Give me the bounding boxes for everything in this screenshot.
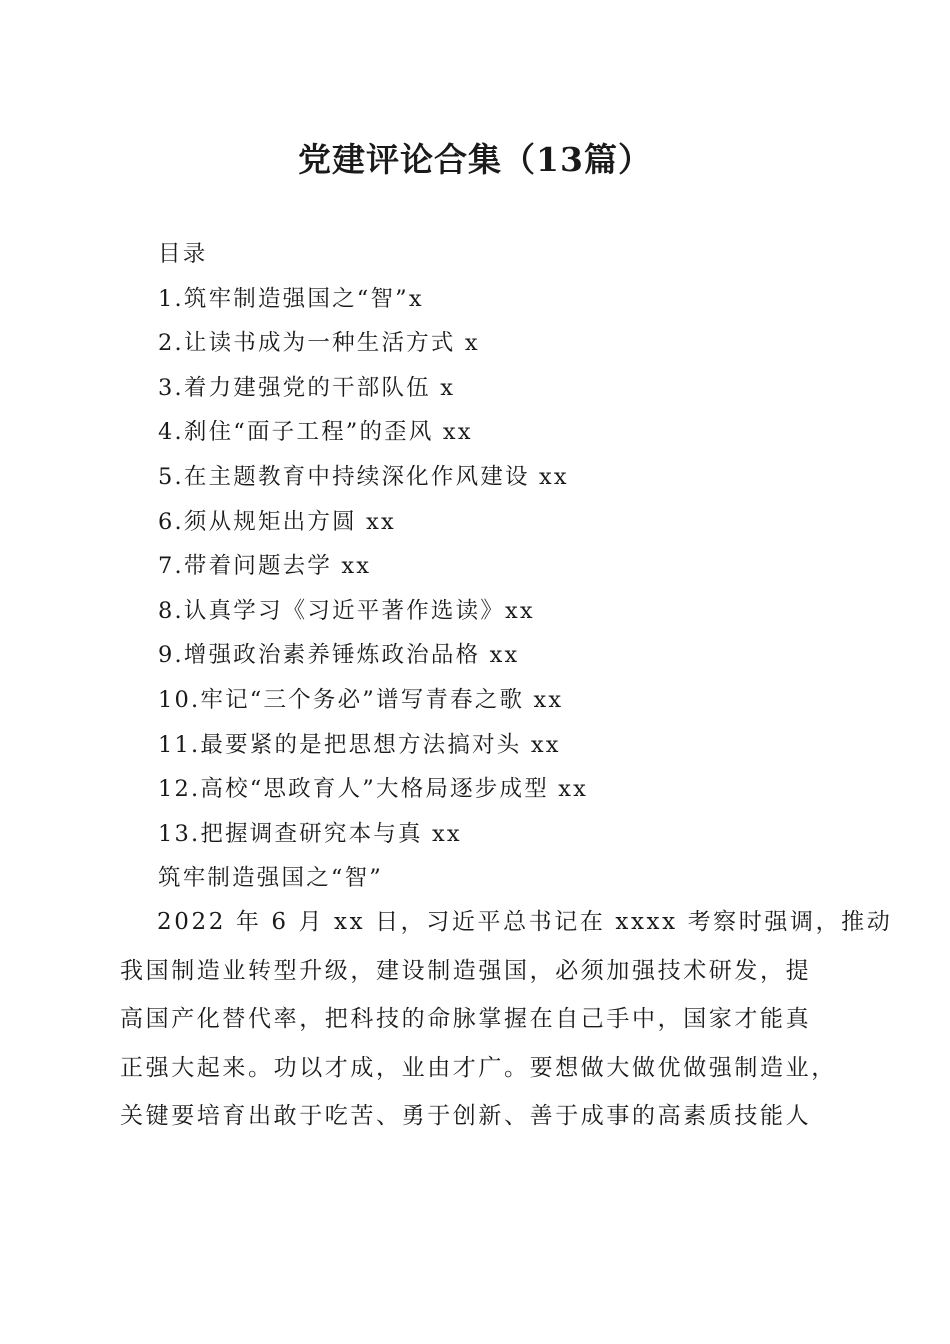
article-body	[120, 898, 893, 1141]
article-heading: 筑牢制造强国之“智”	[158, 865, 384, 892]
toc-item: 6.须从规矩出方圆 xx	[158, 508, 396, 535]
toc-heading: 目录	[158, 241, 208, 267]
paragraph-line: 2022 年 6 月 xx 日，习近平总书记在 xxxx 考察时强调，推动	[157, 909, 893, 935]
document-title: 党建评论合集（13篇）	[298, 140, 652, 179]
toc-item: 12.高校“思政育人”大格局逐步成型 xx	[158, 776, 589, 803]
toc-item: 3.着力建强党的干部队伍 x	[158, 374, 456, 401]
toc-item: 8.认真学习《习近平著作选读》xx	[158, 597, 535, 624]
toc-item: 7.带着问题去学 xx	[158, 553, 372, 580]
toc-item: 13.把握调查研究本与真 xx	[158, 820, 462, 847]
toc-item: 2.让读书成为一种生活方式 x	[158, 330, 480, 357]
paragraph-line: 关键要培育出敢于吃苦、勇于创新、善于成事的高素质技能人	[120, 1103, 812, 1129]
toc-item: 1.筑牢制造强国之“智”x	[158, 285, 424, 312]
paragraph-line: 正强大起来。功以才成，业由才广。要想做大做优做强制造业，	[120, 1054, 837, 1081]
toc-item: 10.牢记“三个务必”谱写青春之歌 xx	[158, 686, 564, 713]
toc-item: 5.在主题教育中持续深化作风建设 xx	[158, 463, 569, 490]
paragraph-line: 高国产化替代率，把科技的命脉掌握在自己手中，国家才能真	[120, 1006, 812, 1032]
paragraph-line: 我国制造业转型升级，建设制造强国，必须加强技术研发，提	[120, 957, 812, 984]
table-of-contents	[158, 232, 858, 901]
toc-item: 9.增强政治素养锤炼政治品格 xx	[158, 642, 520, 669]
toc-item: 4.刹住“面子工程”的歪风 xx	[158, 419, 473, 446]
toc-item: 11.最要紧的是把思想方法搞对头 xx	[158, 731, 561, 758]
